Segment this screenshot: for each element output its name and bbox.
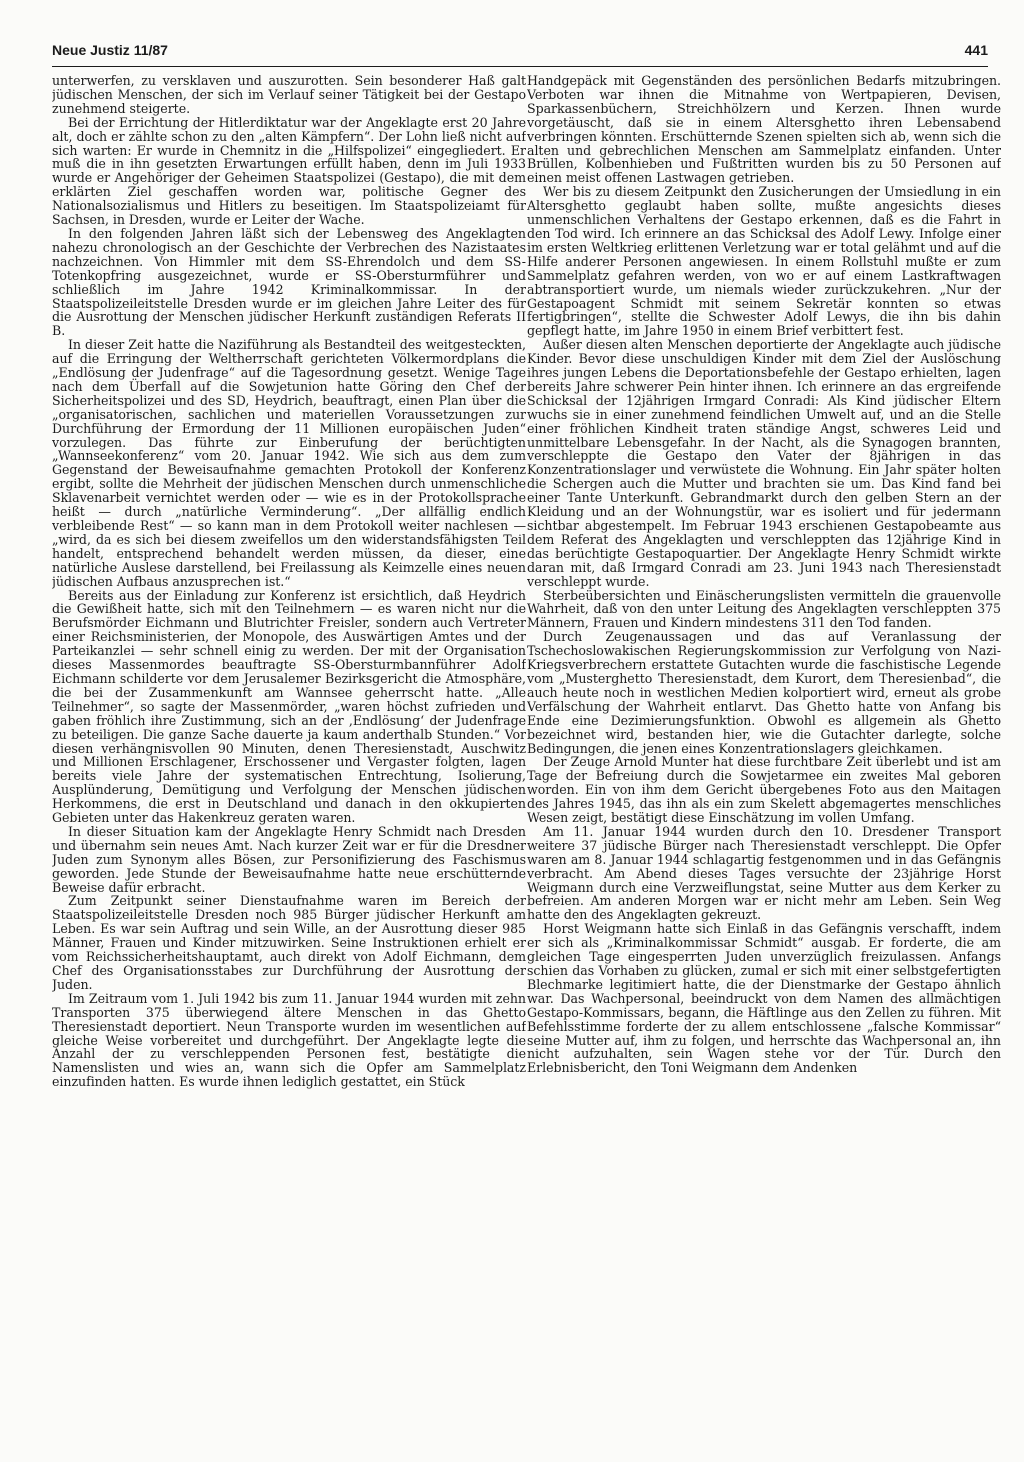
paragraph: Außer diesen alten Menschen deportierte der Angeklagte auch jüdische Kinder. Bevor diese unschuldigen Kinder mit dem Ziel der Auslöschung ihres jungen Lebens die Deportationsbefehle der Gestapo erhielten, lagen bereits Jahre schwerer Pein hinter ihnen. Ich erinnere an das ergreifende Schicksal der 12jährigen Irmgard Conradi: Als Kind jüdischer Eltern wuchs sie in einer zunehmend feindlichen Umwelt auf, und an die Stelle einer fröhlichen Kindheit traten ständige Angst, schweres Leid und unmittelbare Lebensgefahr. In der Nacht, als die Synagogen brannten, verschleppte die Gestapo den Vater der 8jährigen in das Konzentrationslager und verwüstete die Wohnung. Ein Jahr später holten die Schergen auch die Mutter und brachten sie um. Das Kind fand bei einer Tante Unterkunft. Gebrandmarkt durch den gelben Stern an der Kleidung und an der Wohnungstür, war es isoliert und für jedermann sichtbar abgestempelt. Im Februar 1943 erschienen Gestapobeamte aus dem Referat des Angeklagten und verschleppten das 12jährige Kind in das berüchtigte Gestapoquartier. Der Angeklagte Henry Schmidt wirkte daran mit, daß Irmgard Conradi am 23. Juni 1943 nach Theresienstadt verschleppt wurde. — [527, 337, 1001, 589]
paragraph: Sterbeübersichten und Einäscherungslisten vermitteln die grauenvolle Wahrheit, daß von den unter Leitung des Angeklagten verschleppten 375 Männern, Frauen und Kindern mindestens 311 den Tod fanden. — [527, 587, 1001, 631]
journal-issue: Neue Justiz 11/87 — [52, 42, 168, 58]
paragraph: In dieser Zeit hatte die Naziführung als Bestandteil des weitgesteckten, auf die Erringung der Weltherrschaft gerichteten Völkermordplans die „Endlösung der Judenfrage“ auf die Tagesordnung gesetzt. Wenige Tage nach dem Überfall auf die Sowjetunion hatte Göring den Chef der Sicherheitspolizei und des SD, Heydrich, beauftragt, einen Plan über die „organisatorischen, sachlichen und materiellen Voraussetzungen zur Durchführung der Ermordung der 11 Millionen europäischen Juden“ vorzulegen. Das führte zur Einberufung der berüchtigten „Wannseekonferenz“ vom 20. Januar 1942. Wie sich aus dem zum Gegenstand der Beweisaufnahme gemachten Protokoll der Konferenz ergibt, sollte die Mehrheit der jüdischen Menschen durch unmenschliche Sklavenarbeit vernichtet werden oder — wie es in der Protokollsprache heißt — durch „natürliche Verminderung“. „Der allfällig endlich verbleibende Rest“ — so kann man in dem Protokoll weiter nachlesen — „wird, da es sich bei diesem zweifellos um den widerstandsfähigsten Teil handelt, entsprechend behandelt werden müssen, da dieser, eine natürliche Auslese darstellend, bei Freilassung als Keimzelle eines neuen jüdischen Aufbaus anzusprechen ist.“ — [52, 337, 526, 589]
paragraph: Am 11. Januar 1944 wurden durch den 10. Dresdener Transport weitere 37 jüdische Bürger nach Theresienstadt verschleppt. Die Opfer waren am 8. Januar 1944 schlagartig festgenommen und in das Gefängnis verbracht. Am Abend dieses Tages versuchte der 23jährige Horst Weigmann durch eine Verzweiflungstat, seine Mutter aus dem Kerker zu befreien. Am anderen Morgen war er nicht mehr am Leben. Sein Weg hatte den des Angeklagten gekreuzt. — [527, 823, 1001, 923]
paragraph: Bei der Errichtung der Hitlerdiktatur war der Angeklagte erst 20 Jahre alt, doch er zählte schon zu den „alten Kämpfern“. Der Lohn ließ nicht auf sich warten: Er wurde in Chemnitz in die „Hilfspolizei“ eingegliedert. Er muß die in ihn gesetzten Erwartungen erfüllt haben, denn im Juli 1933 wurde er Angehöriger der Geheimen Staatspolizei (Gestapo), die mit dem erklärten Ziel geschaffen worden war, politische Gegner des Nationalsozialismus und Hitlers zu beseitigen. Im Staatspolizeiamt für Sachsen, in Dresden, wurde er Leiter der Wache. — [52, 114, 526, 228]
paragraph: Wer bis zu diesem Zeitpunkt den Zusicherungen der Umsiedlung in ein Altersghetto geglaubt haben sollte, mußte angesichts dieses unmenschlichen Verhaltens der Gestapo erkennen, daß es die Fahrt in den Tod wird. Ich erinnere an das Schicksal des Adolf Lewy. Infolge einer im ersten Weltkrieg erlittenen Verletzung war er total gelähmt und auf die Hilfe anderer Personen angewiesen. In einem Rollstuhl mußte er zum Sammelplatz gefahren werden, von wo er auf einem Lastkraftwagen abtransportiert wurde, um niemals wieder zurückzukehren. „Nur der Gestapoagent Schmidt mit seinem Sekretär konnten so etwas fertigbringen“, stellte die Schwester Adolf Lewys, die ihn bis dahin gepflegt hatte, im Jahre 1950 in einem Brief verbittert fest. — [527, 184, 1001, 339]
paragraph: Zum Zeitpunkt seiner Dienstaufnahme waren im Bereich der Staatspolizeileitstelle Dresden noch 985 Bürger jüdischer Herkunft am Leben. Es war sein Auftrag und sein Wille, an der Ausrottung dieser 985 Männer, Frauen und Kinder mitzuwirken. Seine Instruktionen erhielt er vom Reichssicherheitshauptamt, auch direkt von Adolf Eichmann, dem Chef des Organisationsstabes zur Durchführung der Ausrottung der Juden. — [52, 893, 526, 992]
paragraph: Handgepäck mit Gegenständen des persönlichen Bedarfs mitzubringen. Verboten war ihnen die Mitnahme von Wertpapieren, Devisen, Sparkassenbüchern, Streichhölzern und Kerzen. Ihnen wurde vorgetäuscht, daß sie in einem Altersghetto ihren Lebensabend verbringen könnten. Erschütternde Szenen spielten sich ab, wenn sich die alten und gebrechlichen Menschen am Sammelplatz einfanden. Unter Brüllen, Kolbenhieben und Fußtritten wurden bis zu 50 Personen auf einen meist offenen Lastwagen getrieben. — [527, 74, 1001, 186]
paragraph: unterwerfen, zu versklaven und auszurotten. Sein besonderer Haß galt jüdischen Menschen, der sich im Verlauf seiner Tätigkeit bei der Gestapo zunehmend steigerte. — [52, 74, 526, 116]
paragraph: Horst Weigmann hatte sich Einlaß in das Gefängnis verschafft, indem er sich als „Kriminalkommissar Schmidt“ ausgab. Er forderte, die am gleichen Tage eingesperrten Juden unverzüglich freizulassen. Anfangs schien das Vorhaben zu glücken, zumal er sich mit einer selbstgefertigten Blechmarke legitimiert hatte, die der Dienstmarke der Gestapo ähnlich war. Das Wachpersonal, beeindruckt von dem Namen des allmächtigen Gestapo-Kommissars, begann, die Häftlinge aus den Zellen zu führen. Mit Befehlsstimme forderte der zu allem entschlossene „falsche Kommissar“ seine Mutter auf, ihm zu folgen, und herrschte das Wachpersonal an, ihn nicht aufzuhalten, sein Wagen stehe vor der Tür. Durch den Erlebnisbericht, den Toni Weigmann dem Andenken — [527, 921, 1001, 1076]
paragraph: Durch Zeugenaussagen und das auf Veranlassung der Tschechoslowakischen Regierungskommission zur Verfolgung von Nazi-Kriegsverbrechern erstattete Gutachten wurde die faschistische Legende vom „Musterghetto Theresienstadt, dem Kurort, dem Theresienbad“, die auch heute noch in westlichen Medien kolportiert wird, erneut als grobe Verfälschung der Wahrheit entlarvt. Das Ghetto hatte von Anfang bis Ende eine Dezimierungsfunktion. Obwohl es allgemein als Ghetto bezeichnet wird, bestanden hier, wie die Gutachter darlegte, solche Bedingungen, die jenen eines Konzentrationslagers gleichkamen. — [527, 629, 1001, 756]
right-column — [527, 74, 1001, 1430]
paragraph: Der Zeuge Arnold Munter hat diese furchtbare Zeit überlebt und ist am Tage der Befreiung durch die Sowjetarmee ein zweites Mal geboren worden. Ein von ihm dem Gericht übergebenes Foto aus den Maitagen des Jahres 1945, das ihn als ein zum Skelett abgemagertes menschliches Wesen zeigt, bestätigt diese Einschätzung im vollen Umfang. — [527, 754, 1001, 826]
paragraph: Im Zeitraum vom 1. Juli 1942 bis zum 11. Januar 1944 wurden mit zehn Transporten 375 überwiegend ältere Menschen in das Ghetto Theresienstadt deportiert. Neun Transporte wurden im wesentlichen auf gleiche Weise vorbereitet und durchgeführt. Der Angeklagte legte die Anzahl der zu verschleppenden Personen fest, bestätigte die Namenslisten und wies an, wann sich die Opfer am Sammelplatz einzufinden hatten. Es wurde ihnen lediglich gestattet, ein Stück — [52, 990, 526, 1090]
paragraph: Bereits aus der Einladung zur Konferenz ist ersichtlich, daß Heydrich die Gewißheit hatte, sich mit den Teilnehmern — es waren nicht nur die Berufsmörder Eichmann und Blutrichter Freisler, sondern auch Vertreter einer Reichsministerien, der Monopole, des Auswärtigen Amtes und der Parteikanzlei — sehr schnell einig zu werden. Der mit der Organisation dieses Massenmordes beauftragte SS-Obersturmbannführer Adolf Eichmann schilderte vor dem Jerusalemer Bezirksgericht die Atmosphäre, die bei der Zusammenkunft am Wannsee geherrscht hatte. „Alle Teilnehmer“, so sagte der Massenmörder, „waren höchst zufrieden und gaben fröhlich ihre Zustimmung, sich an der ,Endlösung‘ der Judenfrage zu beteiligen. Die ganze Sache dauerte ja kaum anderthalb Stunden.“ Vor diesen verhängnisvollen 90 Minuten, denen Theresienstadt, Auschwitz und Millionen Erschlagener, Erschossener und Vergaster folgten, lagen bereits viele Jahre der systematischen Entrechtung, Isolierung, Ausplünderung, Demütigung und Verfolgung der Menschen jüdischen Herkommens, die erst in Deutschland und danach in den okkupierten Gebieten unter das Hakenkreuz geraten waren. — [52, 587, 526, 826]
left-column — [52, 74, 526, 1430]
paragraph: In den folgenden Jahren läßt sich der Lebensweg des Angeklagten nahezu chronologisch an der Geschichte der Verbrechen des Nazistaates nachzeichnen. Von Himmler mit dem SS-Ehrendolch und dem SS-Totenkopfring ausgezeichnet, wurde er SS-Obersturmführer und schließlich im Jahre 1942 Kriminalkommissar. In der Staatspolizeileitstelle Dresden wurde er im gleichen Jahre Leiter des für die Ausrottung der Menschen jüdischer Herkunft zuständigen Referats II B. — [52, 225, 526, 339]
running-header — [52, 40, 988, 67]
page-number: 441 — [964, 42, 988, 58]
paragraph: In dieser Situation kam der Angeklagte Henry Schmidt nach Dresden und übernahm sein neues Amt. Nach kurzer Zeit war er für die Dresdner Juden zum Synonym alles Bösen, zur Personifizierung des Faschismus geworden. Jede Stunde der Beweisaufnahme hatte neue erschütternde Beweise dafür erbracht. — [52, 823, 526, 895]
